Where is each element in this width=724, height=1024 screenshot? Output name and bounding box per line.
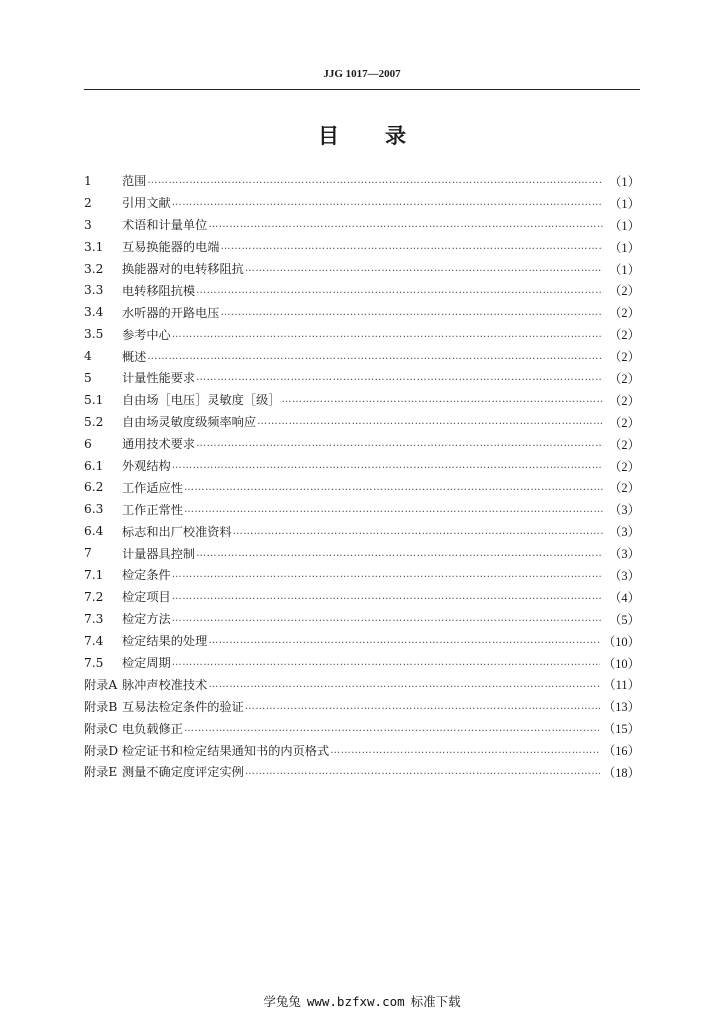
toc-entry[interactable] [84,542,640,564]
toc-entry[interactable] [84,498,640,520]
toc-entry-title: 换能器对的电转移阻抗 [122,262,244,276]
toc-dot-leader [208,635,600,646]
toc-dot-leader [147,351,603,362]
toc-entry-title: 术语和计量单位 [122,218,208,233]
toc-entry-title: 计量性能要求 [122,371,196,386]
toc-entry[interactable] [84,170,640,192]
toc-entry-page: （3） [609,547,640,562]
toc-entry[interactable] [84,214,640,236]
toc-entry-number: 6.2 [84,480,104,495]
toc-entry-title: 互易换能器的电端 [122,240,220,255]
toc-entry[interactable] [84,695,640,717]
toc-entry-title: 检定项目 [122,590,171,605]
toc-entry-page: （13） [602,700,640,715]
toc-entry-title: 检定证书和检定结果通知书的内页格式 [122,743,330,758]
toc-entry-page: （4） [609,590,640,605]
toc-entry-page: （10） [602,656,640,671]
toc-entry-title: 水听器的开路电压 [122,305,220,320]
toc-entry-number: 附录D [84,743,119,758]
toc-dot-leader [172,591,603,602]
toc-dot-leader [196,548,603,559]
toc-entry[interactable] [84,673,640,695]
table-of-contents [84,170,640,783]
toc-entry-number: 3.1 [84,239,104,254]
toc-dot-leader [257,416,603,427]
toc-entry[interactable] [84,258,640,280]
toc-dot-leader [245,263,603,274]
toc-dot-leader [172,460,603,471]
toc-entry-title: 工作正常性 [122,502,183,517]
toc-entry[interactable] [84,630,640,652]
toc-entry-page: （2） [609,371,640,386]
toc-entry-number: 7.2 [84,589,104,604]
toc-entry-number: 6.4 [84,524,104,539]
toc-entry-number: 5 [84,370,92,385]
toc-dot-leader [172,329,603,340]
toc-entry[interactable] [84,192,640,214]
toc-dot-leader [172,657,600,668]
toc-entry-number: 7 [84,546,92,561]
toc-entry-number: 3.4 [84,305,104,320]
toc-entry-number: 3.3 [84,283,104,298]
toc-entry-number: 5.1 [84,392,104,407]
toc-entry-page: （2） [609,328,640,343]
toc-dot-leader [221,241,604,252]
header-rule [84,89,640,90]
toc-entry[interactable] [84,564,640,586]
toc-entry-number: 7.1 [84,567,104,582]
toc-entry[interactable] [84,586,640,608]
toc-dot-leader [208,219,603,230]
toc-entry[interactable] [84,389,640,411]
toc-entry-page: （2） [609,437,640,452]
toc-entry-title: 互易法检定条件的验证 [122,699,244,714]
toc-entry-title: 检定方法 [122,612,171,627]
toc-entry-title: 概述 [122,349,147,364]
toc-entry-number: 2 [84,195,92,210]
document-code-header: JJG 1017—2007 [323,68,401,80]
toc-entry[interactable] [84,433,640,455]
toc-entry-title: 计量器具控制 [122,546,196,561]
toc-entry[interactable] [84,455,640,477]
toc-entry-page: （1） [609,174,640,189]
toc-entry[interactable] [84,236,640,258]
toc-entry-page: （5） [609,612,640,627]
toc-dot-leader [221,307,604,318]
toc-entry-title: 电转移阻抗模 [122,283,196,298]
toc-entry[interactable] [84,608,640,630]
toc-dot-leader [172,197,603,208]
toc-dot-leader [196,285,603,296]
toc-entry-title: 测量不确定度评定实例 [122,765,244,780]
toc-entry-number: 7.4 [84,633,104,648]
toc-entry-title: 外观结构 [122,459,171,474]
toc-entry-page: （2） [609,350,640,365]
toc-entry-page: （1） [609,240,640,255]
toc-entry-title: 检定条件 [122,568,171,583]
toc-dot-leader [196,438,603,449]
toc-entry[interactable] [84,345,640,367]
toc-entry-page: （3） [609,525,640,540]
toc-entry-page: （10） [602,634,640,649]
toc-entry-title: 标志和出厂校准资料 [122,524,232,539]
toc-entry-number: 附录C [84,721,118,736]
toc-entry-page: （2） [609,415,640,430]
toc-entry-page: （2） [609,481,640,496]
toc-entry[interactable] [84,476,640,498]
toc-entry-number: 6.3 [84,502,104,517]
toc-entry-page: （18） [602,765,640,780]
toc-entry[interactable] [84,761,640,783]
toc-dot-leader [245,701,600,712]
toc-entry[interactable] [84,301,640,323]
toc-dot-leader [184,504,603,515]
toc-entry-page: （1） [609,196,640,211]
toc-entry-title: 电负载修正 [122,721,183,736]
toc-dot-leader [172,569,603,580]
toc-entry-page: （16） [602,744,640,759]
toc-entry-number: 附录B [84,699,118,714]
toc-dot-leader [208,679,600,690]
toc-entry-page: （3） [609,568,640,583]
toc-entry-page: （1） [609,218,640,233]
toc-dot-leader [184,723,600,734]
toc-entry-number: 3 [84,217,92,232]
toc-entry-number: 3.2 [84,261,104,276]
toc-entry-number: 1 [84,173,92,188]
toc-entry[interactable] [84,367,640,389]
toc-entry-number: 5.2 [84,414,104,429]
toc-entry-number: 附录E [84,765,118,780]
toc-entry-number: 6 [84,436,92,451]
toc-entry[interactable] [84,520,640,542]
toc-entry-title: 引用文献 [122,196,171,211]
toc-entry-page: （2） [609,284,640,299]
page-title: 目录 [318,124,452,148]
toc-entry-page: （11） [603,678,640,693]
toc-entry-page: （2） [609,306,640,321]
toc-entry-number: 附录A [84,677,118,692]
toc-dot-leader [172,613,603,624]
toc-entry-page: （2） [609,393,640,408]
toc-entry[interactable] [84,279,640,301]
footer-tagline: 标准下载 [410,994,461,1009]
toc-dot-leader [330,745,600,756]
toc-entry-number: 6.1 [84,458,104,473]
toc-dot-leader [147,175,603,186]
toc-entry-title: 工作适应性 [122,480,183,495]
toc-dot-leader [281,394,603,405]
toc-entry-title: 参考中心 [122,327,171,342]
toc-entry-title: 脉冲声校准技术 [122,677,208,692]
footer-url[interactable]: www.bzfxw.com [306,994,405,1009]
toc-entry-number: 4 [84,349,92,364]
toc-entry-number: 7.5 [84,655,104,670]
toc-entry-page: （1） [609,262,640,277]
toc-entry[interactable] [84,739,640,761]
toc-entry-page: （3） [609,503,640,518]
toc-entry[interactable] [84,652,640,674]
toc-entry-page: （15） [602,722,640,737]
toc-dot-leader [233,526,603,537]
toc-entry-number: 7.3 [84,611,104,626]
toc-entry-title: 自由场灵敏度级频率响应 [122,415,257,430]
toc-entry-title: 通用技术要求 [122,437,196,452]
toc-entry[interactable] [84,717,640,739]
toc-entry-title: 自由场［电压］灵敏度［级］ [122,393,281,408]
footer [0,992,724,1010]
toc-entry-title: 范围 [122,174,147,189]
toc-entry-title: 检定周期 [122,656,171,671]
footer-site-name: 学兔兔 [263,994,301,1009]
toc-entry[interactable] [84,411,640,433]
toc-dot-leader [184,482,603,493]
toc-dot-leader [196,372,603,383]
toc-entry[interactable] [84,323,640,345]
toc-entry-number: 3.5 [84,327,104,342]
toc-entry-title: 检定结果的处理 [122,634,208,649]
toc-entry-page: （2） [609,459,640,474]
toc-dot-leader [245,766,600,777]
